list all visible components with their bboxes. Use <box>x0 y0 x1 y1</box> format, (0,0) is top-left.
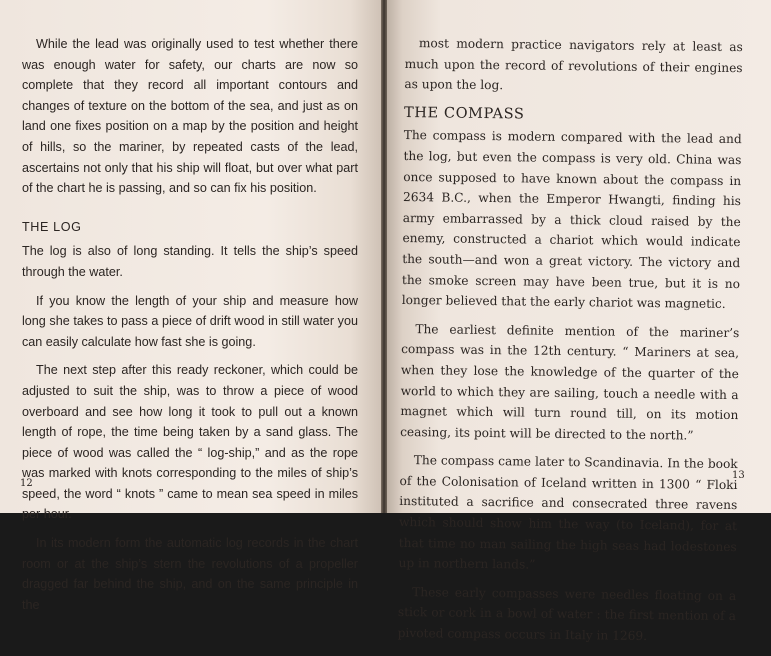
intro-paragraph: While the lead was originally used to test whether there was enough water for safety, our charts are now so complete that they record all important contours and changes of texture on the bottom of the sea, and just as on land one fixes position on a map by the position and height of hills, so the mariner, by repeated casts of the lead, ascertains not only that his ship will float, but over what part of the chart he is passing, and so can fix his position. <box>22 37 358 196</box>
right-text-column <box>397 33 743 656</box>
log-paragraph-3: The next step after this ready reckoner, which could be adjusted to suit the ship, was to throw a piece of wood overboard and see how long it took to pull out a known length of rope, the time being taken by a sand glass. The piece of wood was called the “ log-ship,” and as the rope was marked with knots corresponding to the miles of ship’s speed, the word “ knots ” came to mean sea speed in miles per hour. <box>22 363 358 522</box>
page-number-right: 13 <box>732 470 745 481</box>
compass-paragraph-2: The earliest definite mention of the mariner’s compass was in the 12th century. “ Mariners at sea, when they lose the knowledge of the quarter of the world to which they are sailing, touch a needle with a magnet which will turn round till, on its motion ceasing, its point will be directed to the north.” <box>400 321 740 443</box>
left-text-column <box>22 34 358 623</box>
compass-paragraph-3: The compass came later to Scandinavia. In the book of the Colonisation of Iceland written in 1300 “ Floki instituted a sacrifice and consecrated three ravens which should show him the way (to Iceland), for at that time no man sailing the high seas had lodestones up in northern lands.” <box>398 453 738 572</box>
compass-paragraph-1: The compass is modern compared with the lead and the log, but even the compass is very old. China was once supposed to have known about the compass in 2634 B.C., when the Emperor Hwangti, finding his army embarrassed by a thick cloud raised by the enemy, constructed a chariot which would indicate the south—and won a great victory. The victory and the smoke screen may have been true, but it is no longer believed that the early chariot was magnetic. <box>401 128 742 312</box>
section-heading-log: THE LOG <box>22 219 82 234</box>
right-page <box>387 0 771 644</box>
left-page <box>0 0 381 612</box>
continued-paragraph: most modern practice navigators rely at least as much upon the record of revolutions of their engines as upon the log. <box>404 36 743 93</box>
compass-paragraph-4: These early compasses were needles floating on a stick or cork in a bowl of water : the first mention of a pivoted compass occurs in Italy in 1269. <box>397 584 737 644</box>
log-paragraph-2: If you know the length of your ship and measure how long she takes to pass a piece of drift wood in still water you can easily calculate how fast she is going. <box>22 293 358 349</box>
section-heading-compass: THE COMPASS <box>403 104 525 123</box>
log-paragraph-4: In its modern form the automatic log records in the chart room or at the ship’s stern the revolutions of a propeller dragged far behind the ship, and on the same principle in the <box>22 536 358 612</box>
page-number-left: 12 <box>20 478 33 489</box>
log-paragraph-1: The log is also of long standing. It tells the ship’s speed through the water. <box>22 244 358 279</box>
